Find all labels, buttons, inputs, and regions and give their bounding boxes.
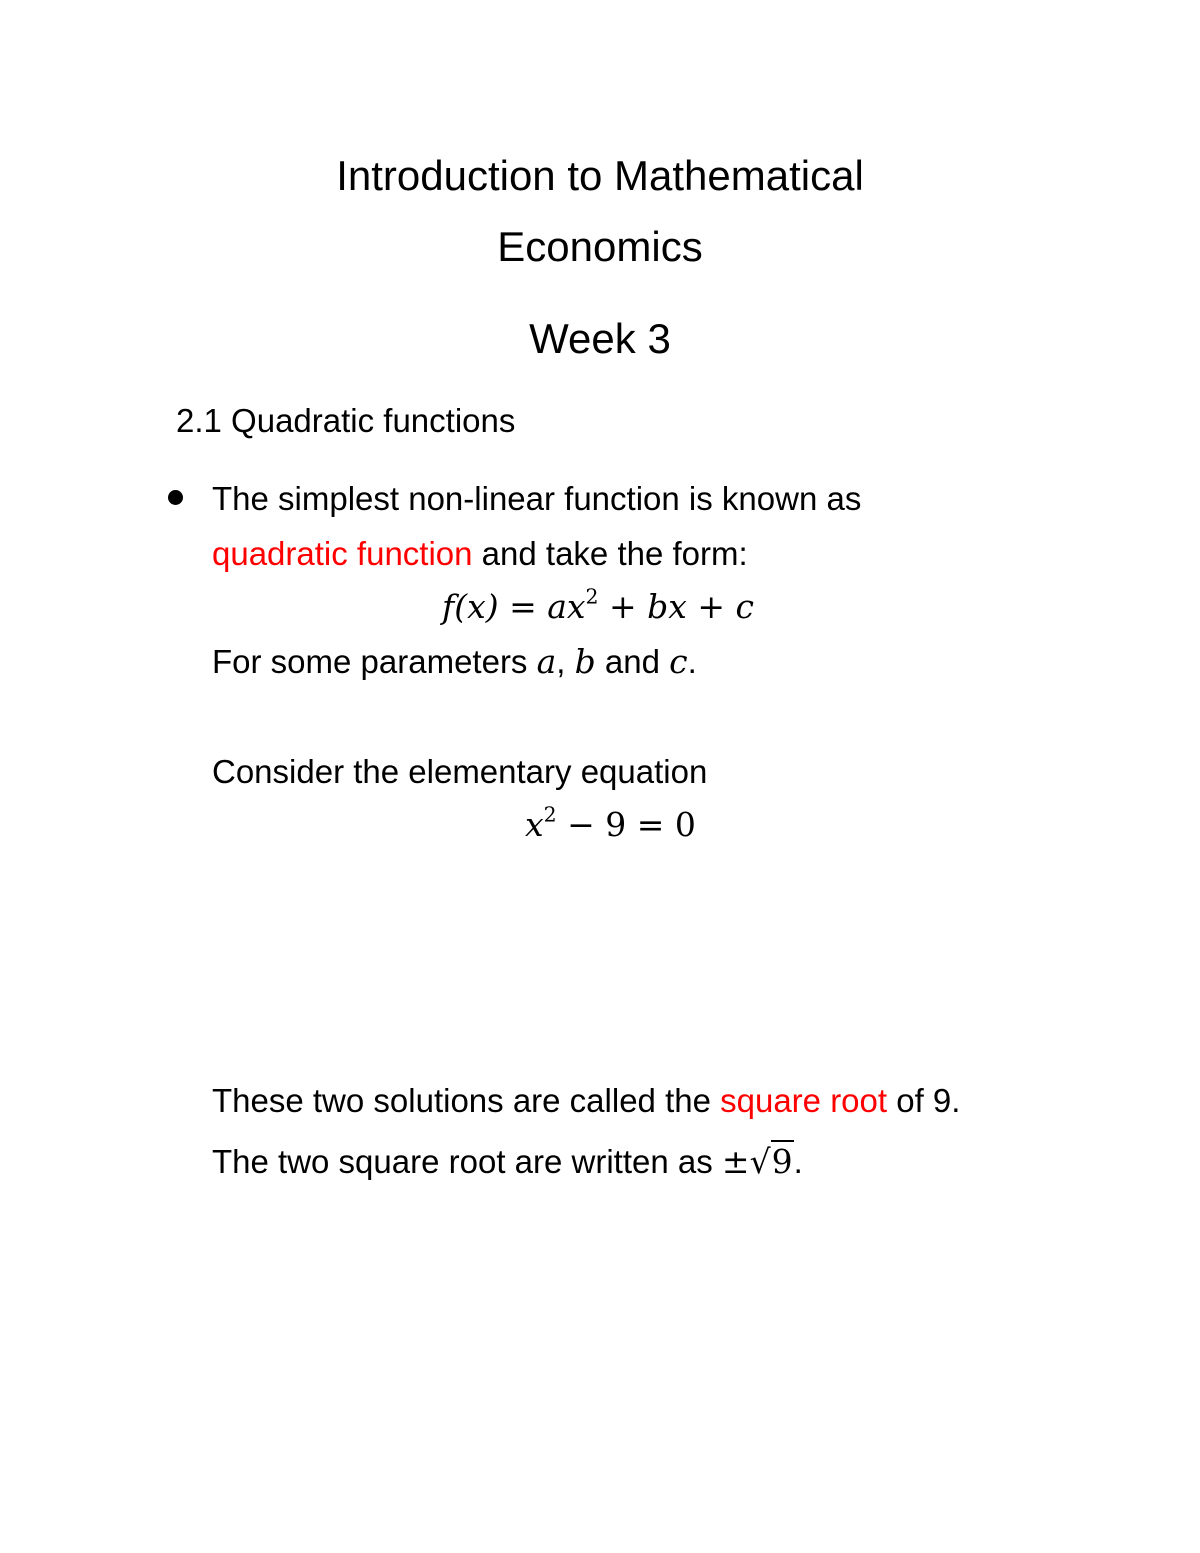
param-sep: , [556,643,575,680]
param-and: and [595,643,670,680]
formula-exponent: 2 [585,584,599,609]
notation-prefix: The two square root are written as [212,1143,722,1180]
notation-suffix: . [793,1143,803,1180]
formula-b-term: + bx [598,587,687,626]
plus-minus-symbol: ± [721,1142,750,1181]
solutions-prefix: These two solutions are called the [212,1082,721,1119]
formula-a-term: ax [547,587,586,626]
solutions-line [212,1084,960,1117]
radical-icon: √ [749,1142,771,1181]
highlight-square-root: square root [720,1082,888,1119]
week-heading: Week 3 [529,315,671,362]
bullet-text-after-highlight: and take the form: [472,535,748,572]
document-title-line-2: Economics [497,223,703,270]
param-end: . [687,643,697,680]
section-heading: 2.1 Quadratic functions [176,402,516,439]
param-a: a [536,642,557,681]
elementary-equation [525,802,696,844]
bullet-text-line-2 [212,537,748,570]
param-c: c [669,642,688,681]
equation-rest: − 9 = 0 [556,805,696,844]
formula-equals: = [498,587,548,626]
radicand: 9 [771,1142,793,1181]
bullet-icon [168,490,183,505]
plus-minus-sqrt-nine [722,1140,794,1181]
consider-text: Consider the elementary equation [212,753,708,790]
solutions-suffix: of 9. [887,1082,961,1119]
document-title-line-1: Introduction to Mathematical [336,152,864,199]
parameters-line [212,642,697,681]
square-root-notation-line [212,1142,803,1181]
formula-lhs: f(x) [442,587,499,626]
bullet-text-line-1: The simplest non-linear function is known as [212,480,862,517]
equation-base: x [525,805,544,844]
equation-exponent: 2 [543,802,557,827]
highlight-quadratic-function: quadratic function [212,535,473,572]
quadratic-formula [442,584,755,626]
parameters-prefix: For some parameters [212,643,537,680]
formula-c-term: + c [686,587,755,626]
param-b: b [574,642,596,681]
